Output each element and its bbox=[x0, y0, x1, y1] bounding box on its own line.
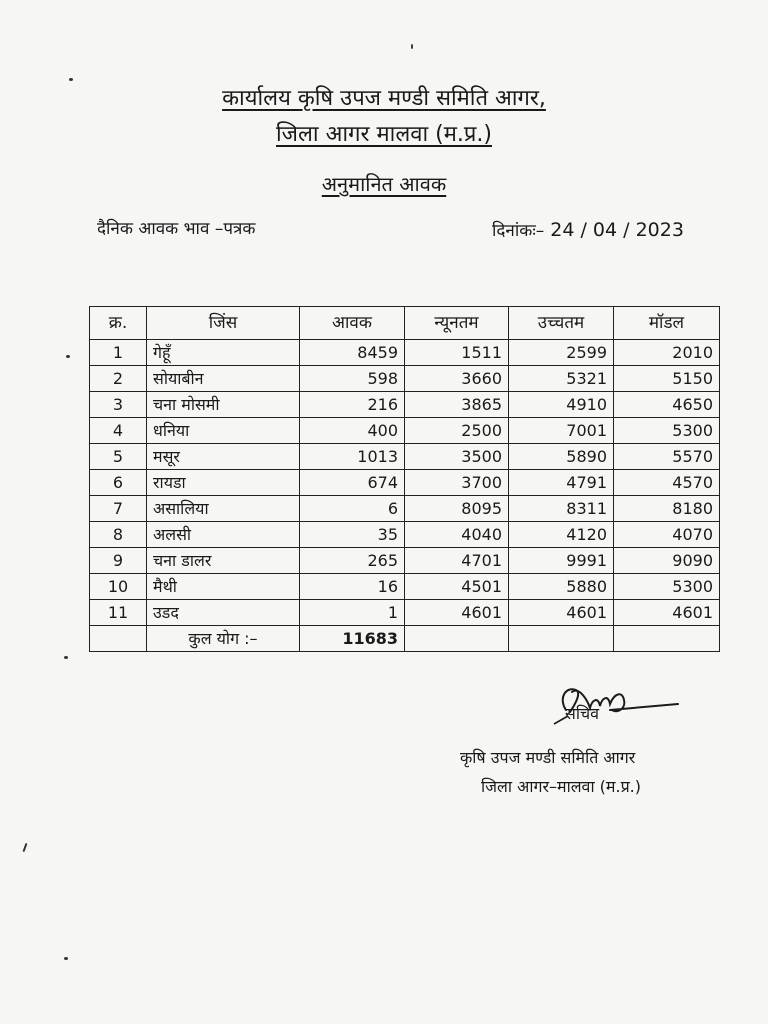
total-empty-cell bbox=[90, 626, 147, 652]
cell-max-price: 9991 bbox=[509, 548, 614, 574]
cell-max-price: 4791 bbox=[509, 470, 614, 496]
cell-arrival: 35 bbox=[300, 522, 405, 548]
cell-min-price: 3700 bbox=[405, 470, 509, 496]
cell-min-price: 4040 bbox=[405, 522, 509, 548]
cell-max-price: 4910 bbox=[509, 392, 614, 418]
cell-arrival: 216 bbox=[300, 392, 405, 418]
cell-max-price: 5880 bbox=[509, 574, 614, 600]
office-title-line1: कार्यालय कृषि उपज मण्डी समिति आगर, bbox=[222, 86, 546, 111]
scan-speck bbox=[23, 843, 28, 852]
cell-sr: 3 bbox=[90, 392, 147, 418]
cell-min-price: 4601 bbox=[405, 600, 509, 626]
cell-arrival: 1013 bbox=[300, 444, 405, 470]
table-row bbox=[90, 366, 720, 392]
cell-sr: 5 bbox=[90, 444, 147, 470]
cell-commodity: रायडा bbox=[147, 470, 300, 496]
cell-max-price: 4120 bbox=[509, 522, 614, 548]
scan-speck bbox=[64, 656, 68, 659]
cell-max-price: 7001 bbox=[509, 418, 614, 444]
header-commodity: जिंस bbox=[147, 307, 300, 340]
cell-commodity: अलसी bbox=[147, 522, 300, 548]
cell-sr: 10 bbox=[90, 574, 147, 600]
header-max-price: उच्चतम bbox=[509, 307, 614, 340]
cell-modal-price: 5150 bbox=[614, 366, 720, 392]
scan-speck bbox=[64, 957, 68, 960]
header-min-price: न्यूनतम bbox=[405, 307, 509, 340]
cell-modal-price: 9090 bbox=[614, 548, 720, 574]
cell-modal-price: 2010 bbox=[614, 340, 720, 366]
cell-max-price: 8311 bbox=[509, 496, 614, 522]
table-row bbox=[90, 574, 720, 600]
cell-min-price: 3660 bbox=[405, 366, 509, 392]
cell-arrival: 400 bbox=[300, 418, 405, 444]
signatory-office-line2: जिला आगर–मालवा (म.प्र.) bbox=[481, 777, 642, 796]
cell-modal-price: 5300 bbox=[614, 418, 720, 444]
date-label: दिनांकः– bbox=[492, 221, 545, 241]
header-modal-price: मॉडल bbox=[614, 307, 720, 340]
cell-sr: 4 bbox=[90, 418, 147, 444]
total-empty-cell bbox=[509, 626, 614, 652]
table-row bbox=[90, 522, 720, 548]
cell-commodity: गेहूँ bbox=[147, 340, 300, 366]
document-title: अनुमानित आवक bbox=[321, 172, 447, 196]
cell-max-price: 5890 bbox=[509, 444, 614, 470]
cell-arrival: 6 bbox=[300, 496, 405, 522]
date-block bbox=[492, 218, 684, 241]
table-row bbox=[90, 418, 720, 444]
cell-commodity: मैथी bbox=[147, 574, 300, 600]
cell-commodity: उडद bbox=[147, 600, 300, 626]
cell-modal-price: 4601 bbox=[614, 600, 720, 626]
cell-min-price: 3865 bbox=[405, 392, 509, 418]
table-header-row bbox=[90, 307, 720, 340]
cell-arrival: 16 bbox=[300, 574, 405, 600]
cell-modal-price: 4570 bbox=[614, 470, 720, 496]
cell-min-price: 8095 bbox=[405, 496, 509, 522]
cell-arrival: 1 bbox=[300, 600, 405, 626]
cell-modal-price: 4070 bbox=[614, 522, 720, 548]
scan-speck bbox=[69, 78, 73, 81]
signatory-designation: सचिव bbox=[565, 704, 600, 723]
table-row bbox=[90, 444, 720, 470]
cell-min-price: 2500 bbox=[405, 418, 509, 444]
header-sr: क्र. bbox=[90, 307, 147, 340]
cell-min-price: 1511 bbox=[405, 340, 509, 366]
cell-commodity: धनिया bbox=[147, 418, 300, 444]
arrival-rates-table bbox=[89, 306, 720, 652]
scan-speck bbox=[66, 355, 70, 358]
cell-sr: 6 bbox=[90, 470, 147, 496]
cell-sr: 2 bbox=[90, 366, 147, 392]
office-title-line2: जिला आगर मालवा (म.प्र.) bbox=[275, 122, 492, 147]
cell-commodity: चना मोसमी bbox=[147, 392, 300, 418]
table-row bbox=[90, 470, 720, 496]
cell-arrival: 674 bbox=[300, 470, 405, 496]
cell-commodity: सोयाबीन bbox=[147, 366, 300, 392]
table-row bbox=[90, 600, 720, 626]
scan-speck bbox=[411, 44, 413, 49]
cell-arrival: 8459 bbox=[300, 340, 405, 366]
total-row bbox=[90, 626, 720, 652]
cell-max-price: 5321 bbox=[509, 366, 614, 392]
cell-modal-price: 5570 bbox=[614, 444, 720, 470]
cell-sr: 1 bbox=[90, 340, 147, 366]
total-empty-cell bbox=[405, 626, 509, 652]
header-arrival: आवक bbox=[300, 307, 405, 340]
total-label: कुल योग :– bbox=[147, 626, 300, 652]
cell-max-price: 4601 bbox=[509, 600, 614, 626]
total-empty-cell bbox=[614, 626, 720, 652]
cell-modal-price: 5300 bbox=[614, 574, 720, 600]
cell-arrival: 265 bbox=[300, 548, 405, 574]
table-row bbox=[90, 392, 720, 418]
date-value: 24 / 04 / 2023 bbox=[550, 219, 684, 241]
signatory-office-line1: कृषि उपज मण्डी समिति आगर bbox=[460, 748, 636, 767]
cell-modal-price: 8180 bbox=[614, 496, 720, 522]
total-value: 11683 bbox=[300, 626, 405, 652]
cell-min-price: 4501 bbox=[405, 574, 509, 600]
cell-sr: 8 bbox=[90, 522, 147, 548]
cell-min-price: 3500 bbox=[405, 444, 509, 470]
cell-commodity: चना डालर bbox=[147, 548, 300, 574]
cell-commodity: असालिया bbox=[147, 496, 300, 522]
cell-arrival: 598 bbox=[300, 366, 405, 392]
cell-max-price: 2599 bbox=[509, 340, 614, 366]
cell-min-price: 4701 bbox=[405, 548, 509, 574]
document-type: दैनिक आवक भाव –पत्रक bbox=[97, 219, 256, 239]
cell-sr: 9 bbox=[90, 548, 147, 574]
cell-sr: 11 bbox=[90, 600, 147, 626]
cell-commodity: मसूर bbox=[147, 444, 300, 470]
cell-sr: 7 bbox=[90, 496, 147, 522]
cell-modal-price: 4650 bbox=[614, 392, 720, 418]
table-body bbox=[90, 340, 720, 626]
table-row bbox=[90, 548, 720, 574]
table-row bbox=[90, 340, 720, 366]
table-row bbox=[90, 496, 720, 522]
